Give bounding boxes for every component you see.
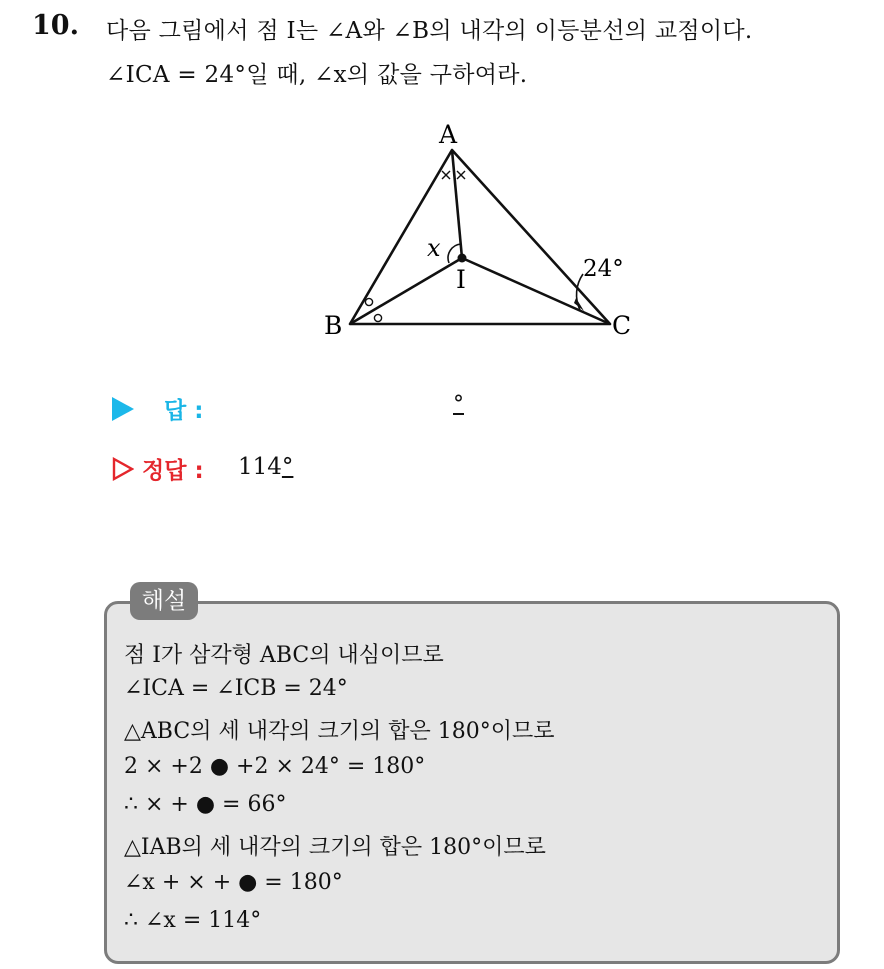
label-c: C [612,311,632,340]
correct-answer-label: 정답 : [142,458,204,484]
solution-line: △ABC의 세 내각의 크기의 합은 180°이므로 [124,719,555,744]
solution-line: ∴ × + ● = 66° [124,792,287,817]
label-a: A [439,120,458,149]
solution-line: ∠ICA = ∠ICB = 24° [124,676,348,701]
segment-ai [452,150,462,258]
answer-blank-degree: ° [453,392,464,417]
question-text-line1: 다음 그림에서 점 I는 ∠A와 ∠B의 내각의 이등분선의 교점이다. [106,18,753,44]
solution-tab: 해설 [130,582,198,620]
correct-answer-row [112,452,204,485]
correct-answer-number: 114 [238,454,282,480]
point-i [458,254,467,263]
answer-label: 답 : [164,398,204,424]
label-x: x [427,234,441,262]
segment-bi [350,258,462,324]
correct-answer-value [238,454,293,480]
play-triangle-icon [112,397,134,421]
triangle-abc [350,150,610,324]
solution-line: △IAB의 세 내각의 크기의 합은 180°이므로 [124,835,546,860]
solution-line: 점 I가 삼각형 ABC의 내심이므로 [124,643,444,668]
label-i: I [456,265,466,294]
solution-line: ∠x + × + ● = 180° [124,870,343,895]
question-text-line2: ∠ICA = 24°일 때, ∠x의 값을 구하여라. [106,62,528,88]
solution-line: ∴ ∠x = 114° [124,908,262,933]
question-number: 10. [32,10,79,41]
correct-answer-degree: ° [281,454,294,480]
solution-line: 2 × +2 ● +2 × 24° = 180° [124,754,426,779]
label-angle-24: 24° [583,256,624,282]
outline-triangle-icon [112,457,134,481]
answer-row [112,392,203,425]
label-b: B [324,311,343,340]
triangle-figure [300,112,660,352]
